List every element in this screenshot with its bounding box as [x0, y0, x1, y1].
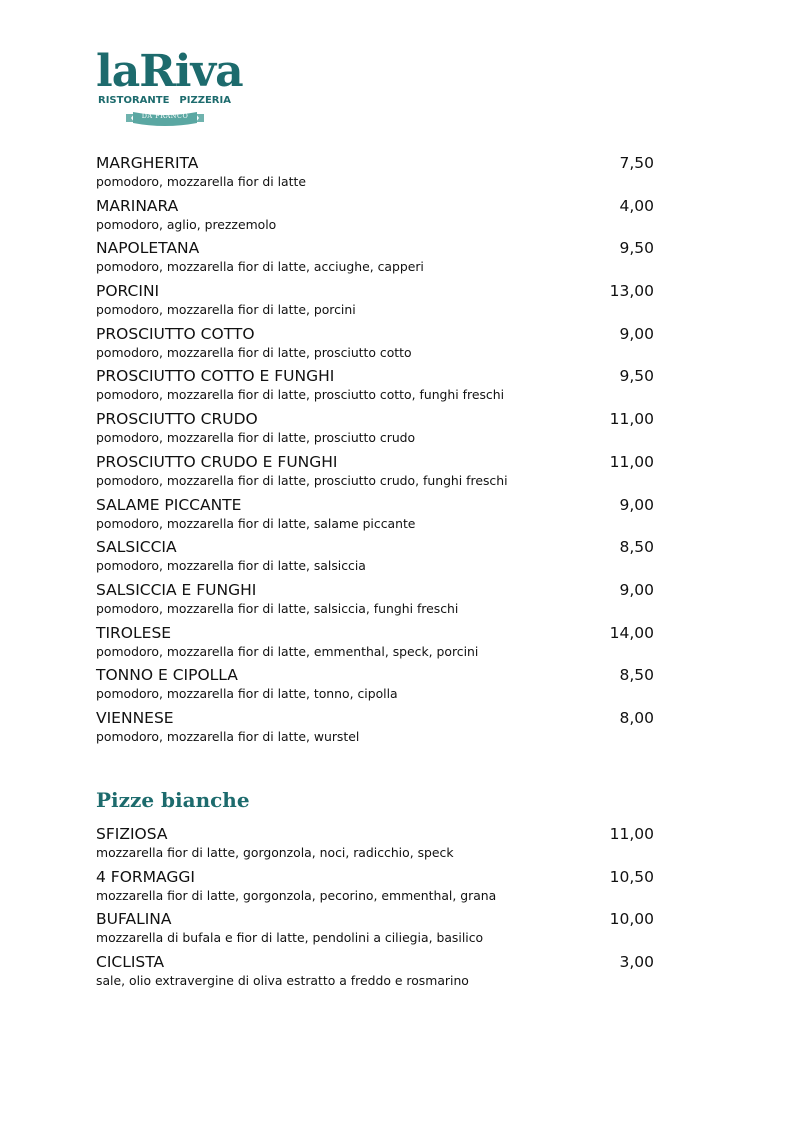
menu-item-price: 11,00 [609, 452, 654, 471]
menu-item-description: mozzarella fior di latte, gorgonzola, pecorino, emmenthal, grana [96, 887, 497, 903]
menu-item-description: pomodoro, mozzarella fior di latte, porcini [96, 302, 356, 318]
menu-item-description: pomodoro, aglio, prezzemolo [96, 216, 277, 232]
menu-item [96, 951, 656, 994]
menu-item-price: 3,00 [619, 953, 654, 972]
menu-item-description: pomodoro, mozzarella fior di latte [96, 174, 306, 189]
menu-item [96, 280, 656, 323]
menu-item-price: 9,00 [619, 580, 654, 599]
pizze-rosse-list [96, 152, 656, 750]
menu-item-description: pomodoro, mozzarella fior di latte, emmenthal, speck, porcini [96, 643, 479, 659]
restaurant-logo [96, 48, 246, 130]
menu-item [96, 365, 656, 408]
menu-item-price: 9,50 [619, 239, 654, 258]
menu-item-description: pomodoro, mozzarella fior di latte, prosciutto crudo, funghi freschi [96, 472, 508, 488]
menu-item-price: 9,00 [619, 495, 654, 514]
menu-item [96, 664, 656, 707]
menu-item-price: 8,50 [619, 666, 654, 685]
menu-item [96, 195, 656, 238]
menu-item-name: NAPOLETANA [96, 239, 200, 258]
menu-item-price: 8,00 [619, 708, 654, 727]
menu-item [96, 823, 656, 866]
logo-left-word: RISTORANTE [98, 95, 170, 106]
menu-item [96, 237, 656, 280]
menu-item-name: PROSCIUTTO CRUDO [96, 410, 258, 429]
menu-item-price: 9,50 [619, 367, 654, 386]
menu-item-name: PROSCIUTTO COTTO E FUNGHI [96, 367, 335, 386]
logo-ribbon-text: DA FRANCO [141, 112, 189, 120]
logo-subtitle [98, 95, 231, 106]
menu-item [96, 323, 656, 366]
menu-item-description: mozzarella fior di latte, gorgonzola, noci, radicchio, speck [96, 845, 454, 860]
menu-item-description: pomodoro, mozzarella fior di latte, prosciutto cotto [96, 344, 412, 360]
menu-item-description: pomodoro, mozzarella fior di latte, wurstel [96, 728, 360, 744]
menu-item-name: VIENNESE [96, 708, 174, 727]
menu-item-price: 7,50 [619, 154, 654, 172]
pizze-bianche-list [96, 823, 656, 994]
menu-item [96, 866, 656, 909]
menu-item-name: MARINARA [96, 196, 179, 215]
menu-item-price: 10,00 [609, 910, 654, 929]
menu-item-name: PROSCIUTTO CRUDO E FUNGHI [96, 452, 338, 471]
menu-item-name: PROSCIUTTO COTTO [96, 324, 255, 343]
menu-item [96, 152, 656, 195]
menu-item-description: pomodoro, mozzarella fior di latte, acciughe, capperi [96, 259, 424, 275]
menu-item-name: BUFALINA [96, 910, 172, 929]
logo-title: laRiva [96, 46, 243, 97]
menu-item-price: 4,00 [619, 196, 654, 215]
section-title-bianche: Pizze bianche [96, 788, 250, 812]
menu-item [96, 494, 656, 537]
menu-item-price: 8,50 [619, 538, 654, 557]
logo-right-word: PIZZERIA [179, 95, 231, 106]
menu-item-price: 11,00 [609, 410, 654, 429]
menu-item-price: 11,00 [609, 825, 654, 843]
menu-item-name: SALSICCIA E FUNGHI [96, 580, 257, 599]
menu-item-price: 10,50 [609, 867, 654, 886]
menu-item [96, 408, 656, 451]
menu-item-description: pomodoro, mozzarella fior di latte, salsiccia, funghi freschi [96, 600, 459, 616]
menu-item-name: TIROLESE [96, 623, 172, 642]
menu-item-name: SALSICCIA [96, 538, 177, 557]
logo-ribbon [126, 110, 204, 126]
menu-item-name: TONNO E CIPOLLA [96, 666, 238, 685]
menu-item-description: pomodoro, mozzarella fior di latte, prosciutto crudo [96, 430, 416, 446]
menu-item [96, 622, 656, 665]
menu-item-description: pomodoro, mozzarella fior di latte, tonno, cipolla [96, 686, 398, 702]
menu-item-price: 13,00 [609, 282, 654, 301]
menu-item [96, 451, 656, 494]
menu-item [96, 707, 656, 750]
menu-item-name: CICLISTA [96, 953, 165, 972]
menu-item-description: mozzarella di bufala e fior di latte, pendolini a ciliegia, basilico [96, 930, 484, 946]
menu-item-name: PORCINI [96, 282, 160, 301]
menu-item [96, 579, 656, 622]
menu-item-name: SALAME PICCANTE [96, 495, 242, 514]
menu-item [96, 908, 656, 951]
menu-item-description: sale, olio extravergine di oliva estratto a freddo e rosmarino [96, 973, 469, 989]
menu-item-description: pomodoro, mozzarella fior di latte, salsiccia [96, 558, 366, 574]
menu-item-name: SFIZIOSA [96, 825, 168, 843]
menu-item-description: pomodoro, mozzarella fior di latte, salame piccante [96, 515, 416, 531]
menu-item-name: 4 FORMAGGI [96, 867, 195, 886]
menu-item-price: 9,00 [619, 324, 654, 343]
menu-item-description: pomodoro, mozzarella fior di latte, prosciutto cotto, funghi freschi [96, 387, 505, 403]
menu-item [96, 536, 656, 579]
menu-item-price: 14,00 [609, 623, 654, 642]
menu-item-name: MARGHERITA [96, 154, 199, 172]
